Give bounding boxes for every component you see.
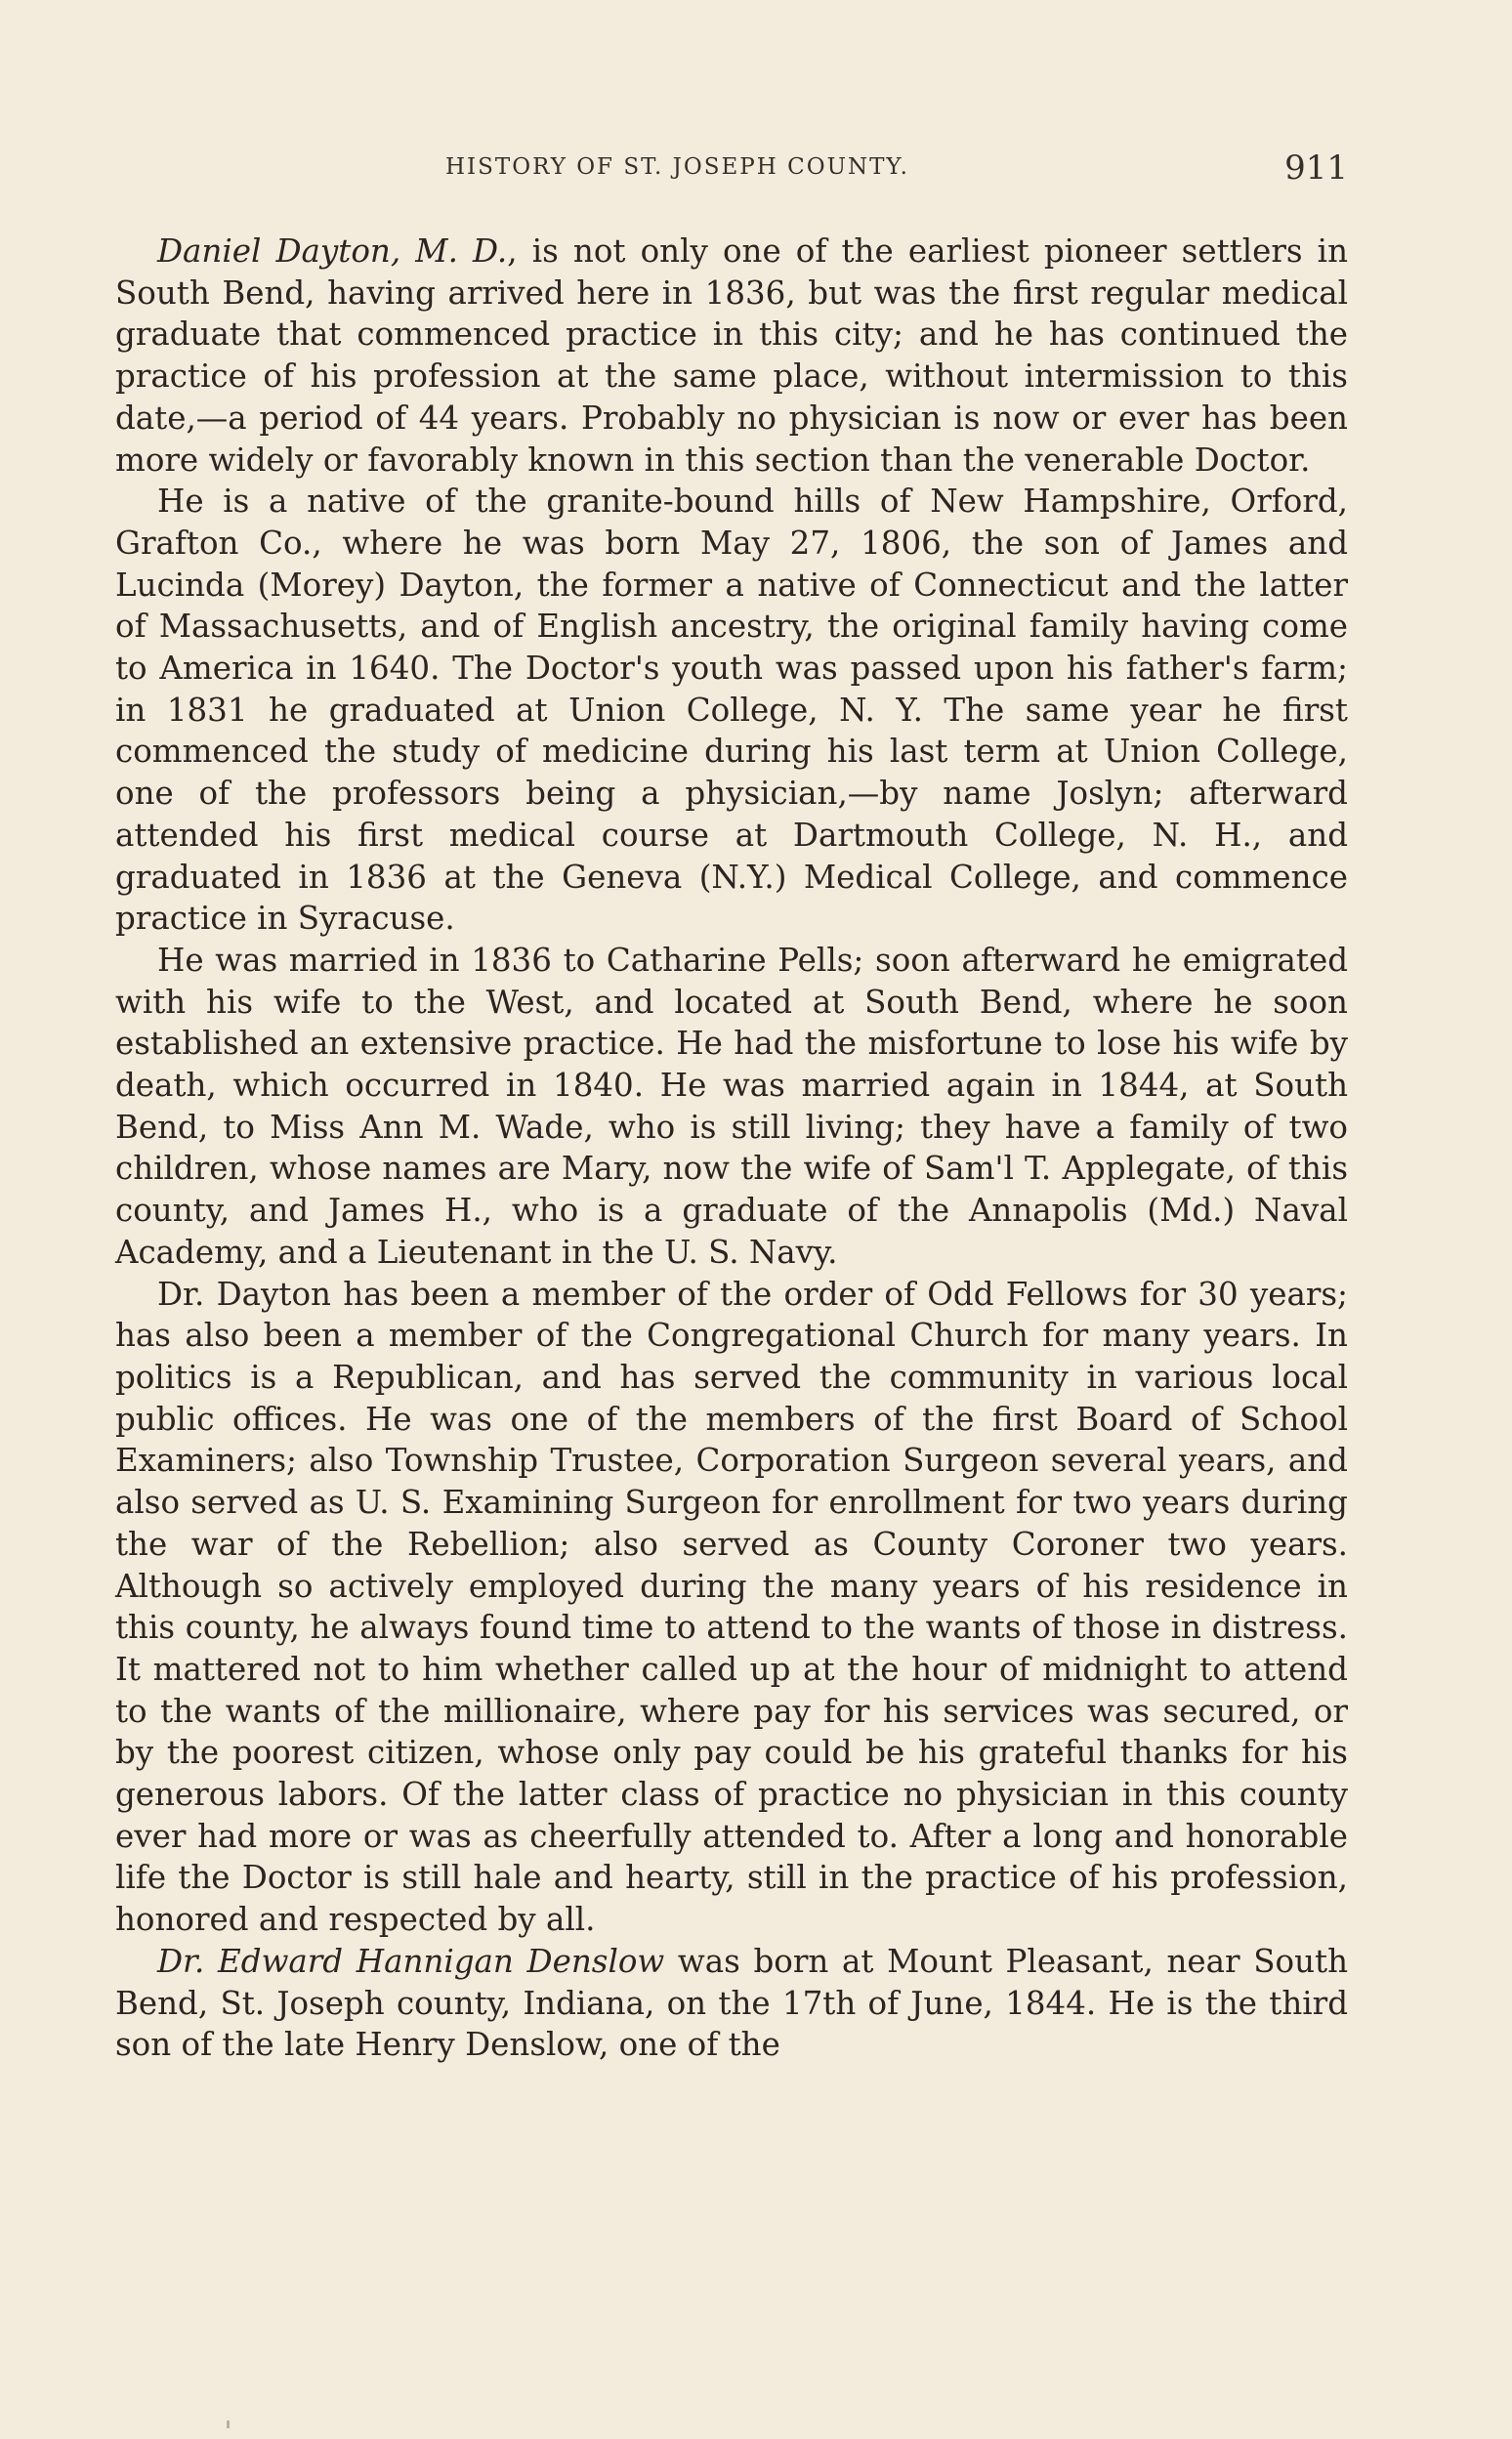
paragraph-text: was born at Mount Pleasant, near South Bend, St. Joseph county, Indiana, on the 17th of June, 1844. He is the third son of the late Henry Denslow, one of the: [115, 1942, 1348, 2064]
paragraph-text: Dr. Dayton has been a member of the order of Odd Fellows for 30 years; has also been a member of the Congregational Church for many years. In politics is a Republican, and has served the community in various local public offices. He was one of the members of the first Board of School Examiners; also Township Trustee, Corporation Surgeon several years, and also served as U. S. Examining Surgeon for enrollment for two years during the war of the Rebellion; also served as County Coroner two years. Although so actively employed during the many years of his residence in this county, he always found time to attend to the wants of those in distress. It mattered not to him whether called up at the hour of midnight to attend to the wants of the millionaire, where pay for his services was secured, or by the poorest citizen, whose only pay could be his grateful thanks for his generous labors. Of the latter class of practice no physician in this county ever had more or was as cheerfully attended to. After a long and honorable life the Doctor is still hale and hearty, still in the practice of his profession, honored and respected by all.: [115, 1275, 1348, 1939]
paragraph-dayton-origins: [115, 481, 1348, 940]
paragraph-dayton-intro: [115, 231, 1348, 481]
paragraph-dayton-service: [115, 1274, 1348, 1941]
paragraph-text: He was married in 1836 to Catharine Pells; soon afterward he emigrated with his wife to the West, and located at South Bend, where he soon established an extensive practice. He had the misfortune to lose his wife by death, which occurred in 1840. He was married again in 1844, at South Bend, to Miss Ann M. Wade, who is still living; they have a family of two children, whose names are Mary, now the wife of Sam'l T. Applegate, of this county, and James H., who is a graduate of the Annapolis (Md.) Naval Academy, and a Lieutenant in the U. S. Navy.: [115, 941, 1348, 1271]
paragraph-dayton-family: [115, 940, 1348, 1274]
running-head: HISTORY OF ST. JOSEPH COUNTY.: [445, 154, 909, 180]
paragraph-text: He is a native of the granite-bound hills of New Hampshire, Orford, Grafton Co., where he was born May 27, 1806, the son of James and Lucinda (Morey) Dayton, the former a native of Connecticut and the latter of Massachusetts, and of English ancestry, the original family having come to America in 1640. The Doctor's youth was passed upon his father's farm; in 1831 he graduated at Union College, N. Y. The same year he first commenced the study of medicine during his last term at Union College, one of the professors being a physician,—by name Joslyn; afterward attended his first medical course at Dartmouth College, N. H., and graduated in 1836 at the Geneva (N.Y.) Medical College, and commence practice in Syracuse.: [115, 483, 1348, 938]
person-name-denslow: Dr. Edward Hannigan Denslow: [157, 1942, 665, 1980]
page-body: [115, 231, 1348, 2066]
page-header: [115, 148, 1348, 188]
paragraph-text: , is not only one of the earliest pioneer settlers in South Bend, having arrived here in 1836, but was the first regular medical graduate that commenced practice in this city; and he has continued the practice of his profession at the same place, without intermission to this date,—a period of 44 years. Probably no physician is now or ever has been more widely or favorably known in this section than the venerable Doctor.: [115, 232, 1348, 479]
person-name-dayton: Daniel Dayton, M. D.: [157, 232, 508, 270]
page-number: 911: [1284, 148, 1348, 188]
paper-speck: [227, 2420, 230, 2428]
paragraph-denslow-intro: [115, 1941, 1348, 2066]
